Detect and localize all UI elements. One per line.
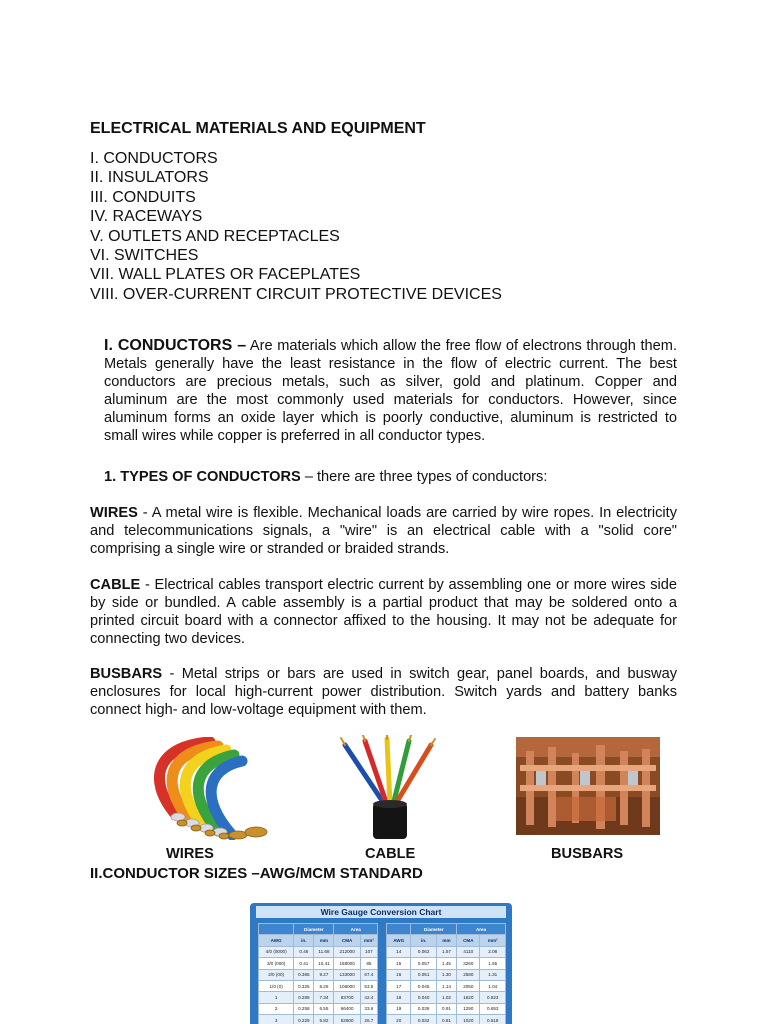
table-row [259, 980, 378, 991]
table-cell: 1.45 [436, 958, 456, 969]
table-row [387, 992, 506, 1003]
table-row [259, 1015, 378, 1024]
table-cell: 106000 [334, 980, 360, 991]
table-cell: 67.4 [360, 969, 377, 980]
table-row [259, 969, 378, 980]
chart-title: Wire Gauge Conversion Chart [256, 906, 506, 918]
busbars-image [516, 737, 660, 835]
wires-text: - A metal wire is flexible. Mechanical loads are carried by wire ropes. In electricity and telecommunications signals, a "wire" is an electrical cable with a "solid core" comprising a single wire or stranded or braided strands. [90, 505, 677, 557]
cable-text: - Electrical cables transport electric current by assembling one or more wires side by side or bundled. A cable assembly is a partial product that may be soldered onto a printed circuit board with a connector affixed to the housing. It may not be adequate for connecting two devices. [90, 577, 677, 647]
table-row [259, 946, 378, 957]
toc-item: IV. RACEWAYS [90, 208, 203, 226]
wire-gauge-chart [250, 903, 512, 1024]
table-cell: 2.08 [480, 946, 506, 957]
table-row [259, 992, 378, 1003]
table-cell: 2580 [457, 969, 480, 980]
types-heading: 1. TYPES OF CONDUCTORS [104, 469, 301, 485]
group-header: Area [334, 924, 378, 935]
table-cell: 53.5 [360, 980, 377, 991]
table-cell: 15 [387, 958, 411, 969]
gauge-rows-right [387, 946, 506, 1024]
table-cell: 2/0 (00) [259, 969, 294, 980]
table-cell: 0.057 [411, 958, 436, 969]
group-header: Diameter [294, 924, 334, 935]
table-cell: 16 [387, 969, 411, 980]
column-header: mm² [480, 935, 506, 946]
table-cell: 0.032 [411, 1015, 436, 1024]
table-cell: 42.4 [360, 992, 377, 1003]
wires-image [140, 737, 275, 840]
table-cell: 4110 [457, 946, 480, 957]
table-row [387, 1015, 506, 1024]
table-cell: 0.040 [411, 992, 436, 1003]
table-cell: 14 [387, 946, 411, 957]
table-cell: 20 [387, 1015, 411, 1024]
table-cell: 133000 [334, 969, 360, 980]
table-cell: 19 [387, 1003, 411, 1014]
cable-image [337, 735, 445, 839]
table-cell: 0.258 [294, 1003, 314, 1014]
column-header: CMA [334, 935, 360, 946]
cable-paragraph [90, 576, 677, 648]
table-cell: 1 [259, 992, 294, 1003]
table-cell: 1.65 [480, 958, 506, 969]
table-cell: 168000 [334, 958, 360, 969]
table-cell: 3/0 (000) [259, 958, 294, 969]
table-cell: 107 [360, 946, 377, 957]
table-cell: 0.051 [411, 969, 436, 980]
table-cell: 0.365 [294, 969, 314, 980]
wires-heading: WIRES [90, 505, 138, 521]
table-cell: 0.325 [294, 980, 314, 991]
table-cell: 18 [387, 992, 411, 1003]
busbars-heading: BUSBARS [90, 666, 163, 682]
table-cell: 212000 [334, 946, 360, 957]
table-cell: 66400 [334, 1003, 360, 1014]
table-cell: 6.55 [314, 1003, 334, 1014]
table-cell: 0.91 [436, 1003, 456, 1014]
wires-image-label: WIRES [166, 846, 214, 862]
table-cell: 7.34 [314, 992, 334, 1003]
table-cell: 0.518 [480, 1015, 506, 1024]
table-cell: 4/0 (0000) [259, 946, 294, 957]
table-cell: 1620 [457, 992, 480, 1003]
table-cell: 0.46 [294, 946, 314, 957]
table-cell: 9.27 [314, 969, 334, 980]
column-header: mm [314, 935, 334, 946]
busbars-text: - Metal strips or bars are used in switch gear, panel boards, and busway enclosures for local high-current power distribution. Switch yards and battery banks connect high- and low-voltage equipment with them. [90, 666, 677, 718]
table-cell: 11.68 [314, 946, 334, 957]
table-cell: 0.289 [294, 992, 314, 1003]
table-cell: 0.41 [294, 958, 314, 969]
column-header: AWG [387, 935, 411, 946]
table-cell: 1.02 [436, 992, 456, 1003]
conductors-paragraph [104, 337, 677, 445]
table-cell: 1.04 [480, 980, 506, 991]
toc-item: I. CONDUCTORS [90, 150, 218, 167]
group-header: Diameter [411, 924, 457, 935]
column-header: mm² [360, 935, 377, 946]
busbars-image-label: BUSBARS [551, 846, 624, 862]
table-row [259, 1003, 378, 1014]
table-cell: 0.81 [436, 1015, 456, 1024]
toc-item: III. CONDUITS [90, 188, 196, 206]
table-cell: 10.41 [314, 958, 334, 969]
blank-header-cell [387, 924, 411, 935]
cable-image-label: CABLE [365, 846, 416, 862]
table-cell: 1290 [457, 1003, 480, 1014]
table-cell: 83700 [334, 992, 360, 1003]
column-header: in. [411, 935, 436, 946]
conductors-heading: I. CONDUCTORS – [104, 337, 247, 354]
blank-header-cell [259, 924, 294, 935]
column-header: AWG [259, 935, 294, 946]
group-header: Area [457, 924, 506, 935]
cable-heading: CABLE [90, 577, 141, 593]
table-cell: 2 [259, 1003, 294, 1014]
table-cell: 0.229 [294, 1015, 314, 1024]
table-cell: 33.6 [360, 1003, 377, 1014]
gauge-rows-left [259, 946, 378, 1024]
table-cell: 1020 [457, 1015, 480, 1024]
column-header: in. [294, 935, 314, 946]
table-cell: 0.036 [411, 1003, 436, 1014]
table-of-contents [90, 149, 502, 304]
table-row [387, 980, 506, 991]
table-row [387, 1003, 506, 1014]
table-cell: 1.14 [436, 980, 456, 991]
types-text: – there are three types of conductors: [300, 469, 548, 485]
toc-item: VIII. OVER-CURRENT CIRCUIT PROTECTIVE DEVICES [90, 285, 502, 303]
wires-paragraph [90, 504, 677, 558]
table-cell: 3260 [457, 958, 480, 969]
table-cell: 0.062 [411, 946, 436, 957]
table-cell: 1.31 [480, 969, 506, 980]
busbars-paragraph [90, 665, 677, 719]
conductors-text: Are materials which allow the free flow of electrons through them. Metals generally have the least resistance in the flow of electric current. The best conductors are precious metals, such as silver, gold and platinum. Copper and aluminum are the most commonly used materials for conductors. However, since aluminum forms an oxide layer which is poorly conductive, aluminum is restricted to small wires while copper is preferred in all conductor types. [104, 338, 677, 444]
gauge-table-left [258, 923, 378, 1024]
table-cell: 85 [360, 958, 377, 969]
table-cell: 2050 [457, 980, 480, 991]
table-row [387, 969, 506, 980]
table-cell: 0.823 [480, 992, 506, 1003]
document-title: ELECTRICAL MATERIALS AND EQUIPMENT [90, 120, 426, 137]
column-header: CMA [457, 935, 480, 946]
table-cell: 26.7 [360, 1015, 377, 1024]
table-cell: 1.57 [436, 946, 456, 957]
table-cell: 8.25 [314, 980, 334, 991]
table-cell: 1/0 (0) [259, 980, 294, 991]
table-cell: 52600 [334, 1015, 360, 1024]
gauge-table-right [386, 923, 506, 1024]
table-row [387, 946, 506, 957]
table-cell: 0.045 [411, 980, 436, 991]
table-cell: 0.653 [480, 1003, 506, 1014]
section-heading: II.CONDUCTOR SIZES –AWG/MCM STANDARD [90, 865, 423, 882]
table-cell: 3 [259, 1015, 294, 1024]
toc-item: V. OUTLETS AND RECEPTACLES [90, 227, 340, 245]
toc-item: II. INSULATORS [90, 169, 209, 187]
table-cell: 17 [387, 980, 411, 991]
column-header: mm [436, 935, 456, 946]
table-cell: 5.82 [314, 1015, 334, 1024]
toc-item: VI. SWITCHES [90, 247, 199, 265]
table-row [387, 958, 506, 969]
table-row [259, 958, 378, 969]
toc-item: VII. WALL PLATES OR FACEPLATES [90, 266, 361, 284]
table-cell: 1.30 [436, 969, 456, 980]
types-paragraph [104, 468, 677, 486]
